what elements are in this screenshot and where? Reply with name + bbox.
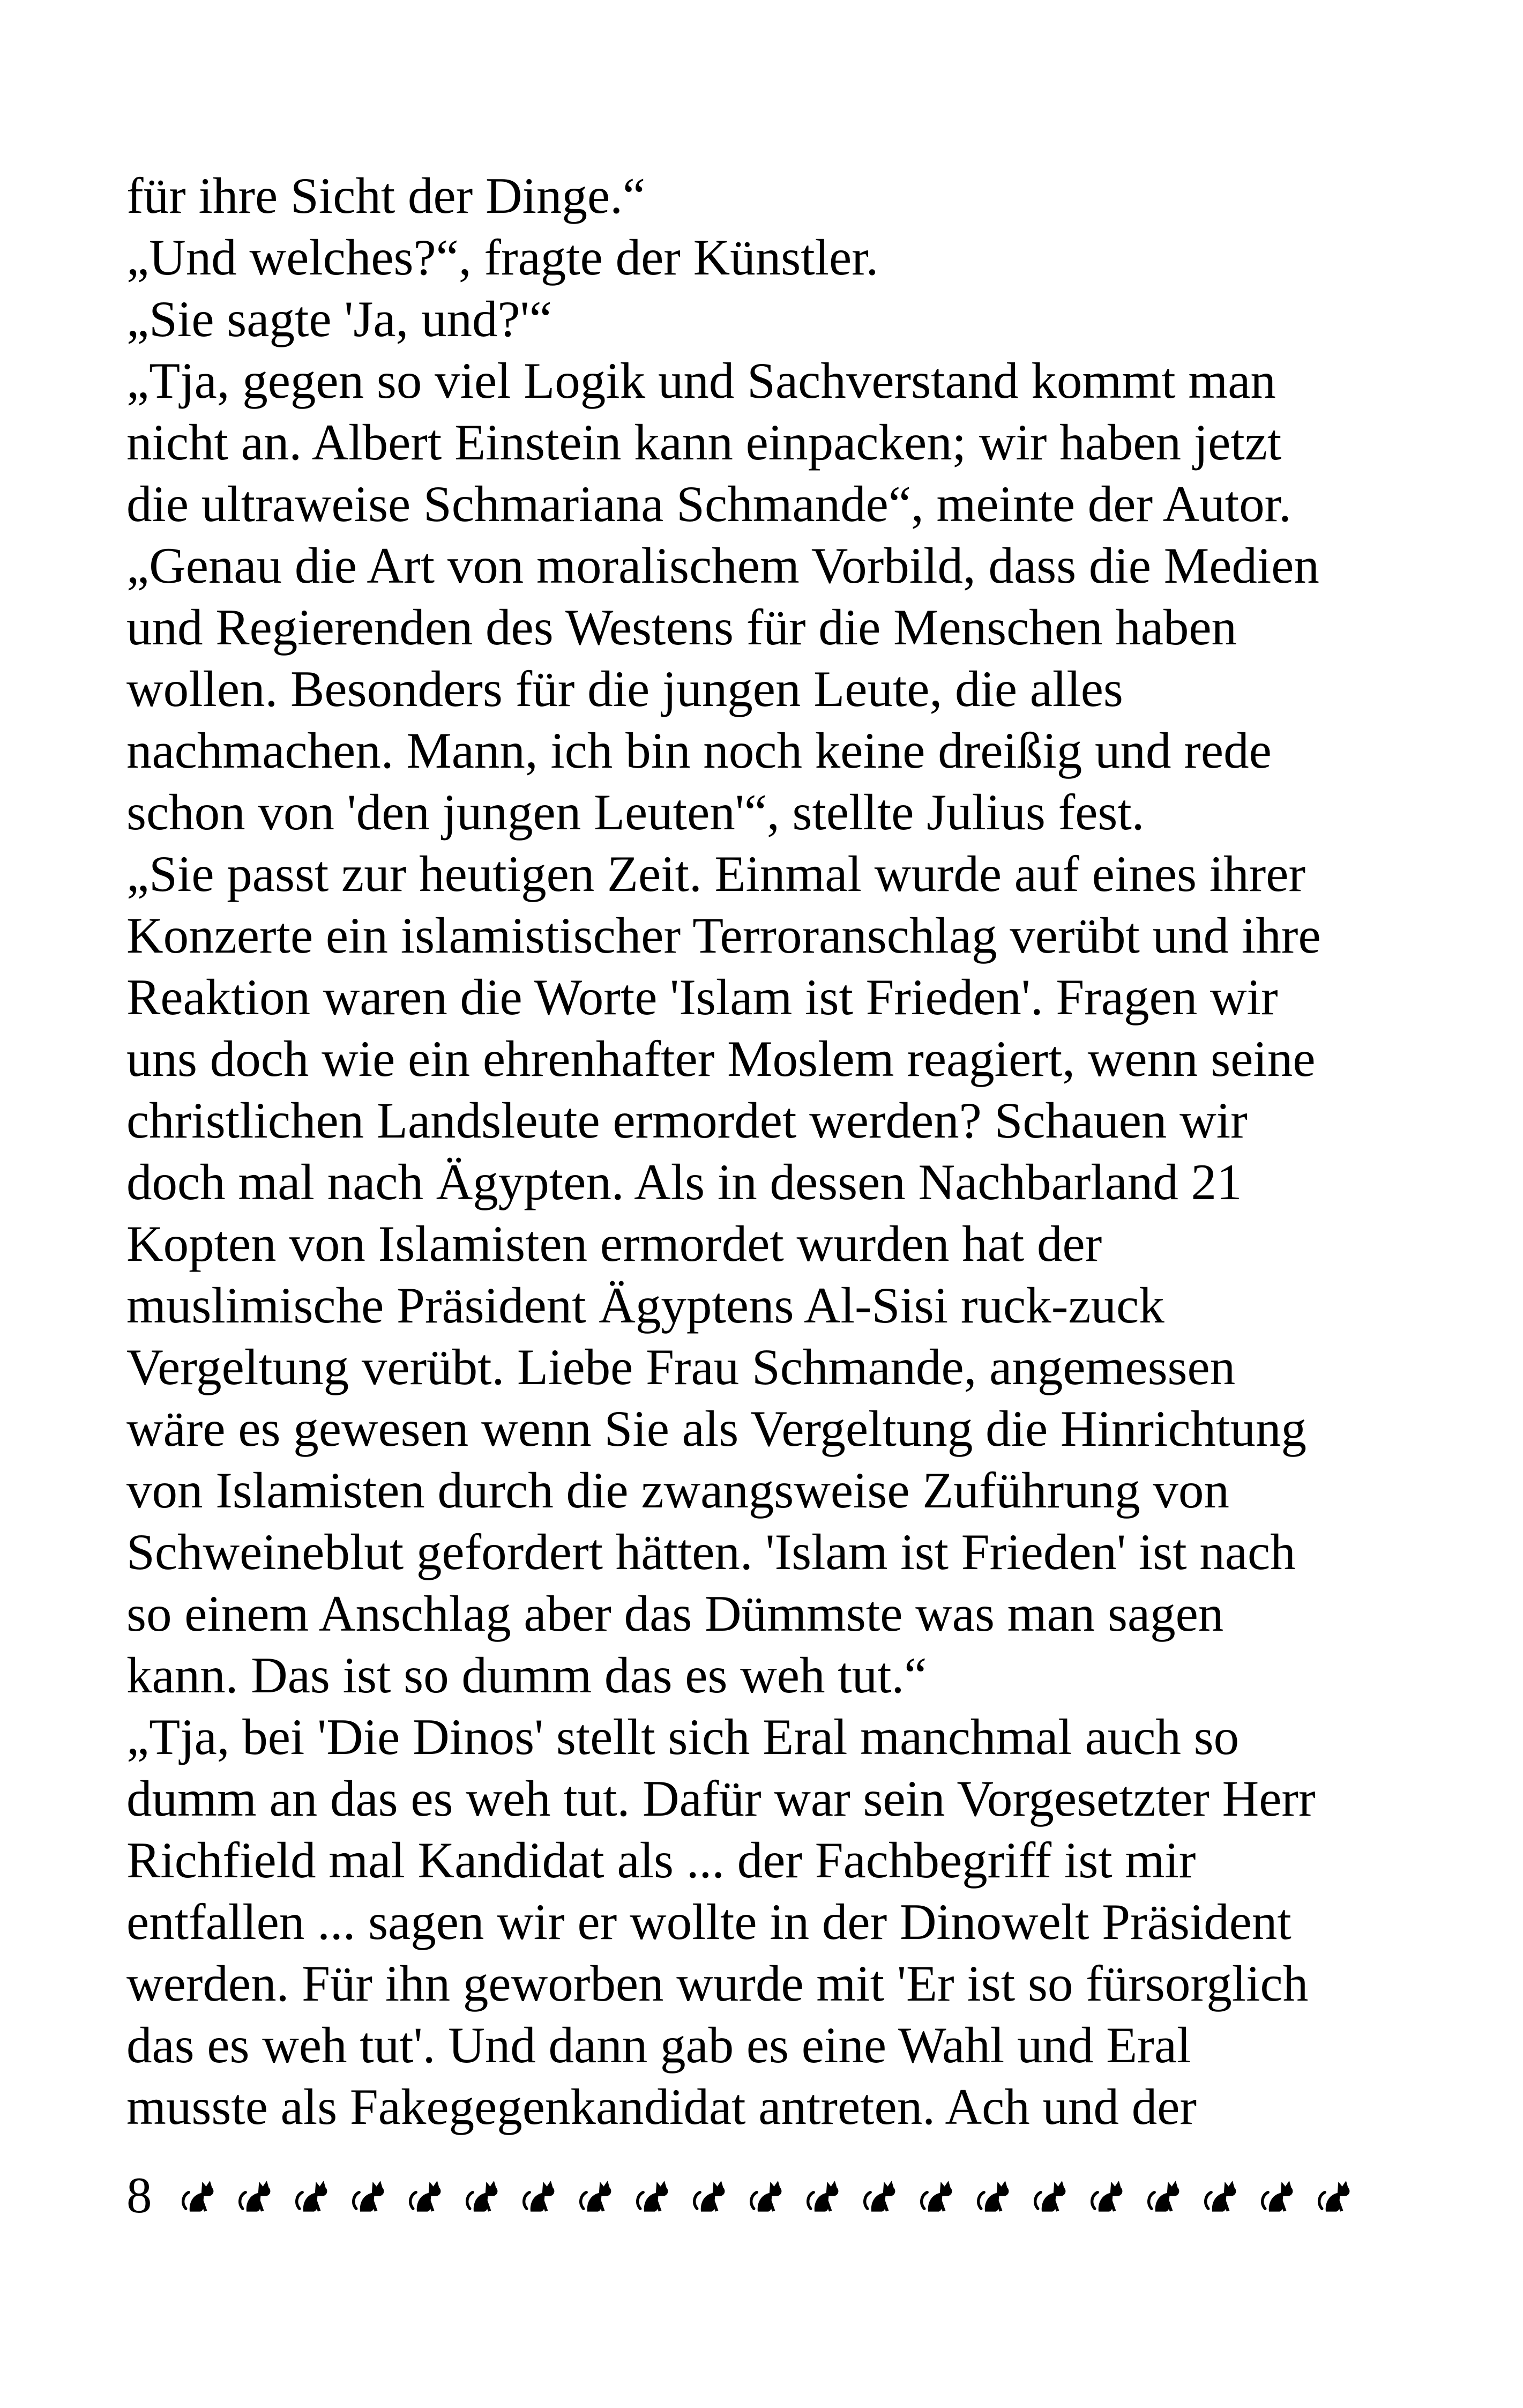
sitting-cat-icon — [1203, 2176, 1241, 2214]
text-line: christlichen Landsleute ermordet werden? Schauen wir — [126, 1092, 1248, 1149]
sitting-cat-icon — [521, 2176, 559, 2214]
body-text — [126, 165, 1434, 2138]
text-line: kann. Das ist so dumm das es weh tut.“ — [126, 1647, 927, 1704]
text-line: so einem Anschlag aber das Dümmste was man sagen — [126, 1585, 1224, 1642]
text-line: „Und welches?“, fragte der Künstler. — [126, 229, 879, 286]
text-line: wäre es gewesen wenn Sie als Vergeltung die Hinrichtung — [126, 1400, 1307, 1457]
sitting-cat-icon — [464, 2176, 503, 2214]
text-line: Konzerte ein islamistischer Terroranschlag verübt und ihre — [126, 907, 1321, 964]
sitting-cat-icon — [1259, 2176, 1298, 2214]
text-line: entfallen ... sagen wir er wollte in der Dinowelt Präsident — [126, 1893, 1291, 1950]
text-line: schon von 'den jungen Leuten'“, stellte Julius fest. — [126, 784, 1145, 841]
sitting-cat-icon — [407, 2176, 446, 2214]
text-line: nachmachen. Mann, ich bin noch keine dreißig und rede — [126, 722, 1272, 779]
text-line: dumm an das es weh tut. Dafür war sein Vorgesetzter Herr — [126, 1770, 1316, 1827]
sitting-cat-icon — [294, 2176, 332, 2214]
text-line: „Sie passt zur heutigen Zeit. Einmal wurde auf eines ihrer — [126, 845, 1306, 902]
text-line: und Regierenden des Westens für die Menschen haben — [126, 599, 1237, 656]
text-line: Vergeltung verübt. Liebe Frau Schmande, angemessen — [126, 1339, 1236, 1395]
text-line: „Genau die Art von moralischem Vorbild, dass die Medien — [126, 537, 1319, 594]
sitting-cat-icon — [350, 2176, 389, 2214]
sitting-cat-icon — [634, 2176, 673, 2214]
text-line: Kopten von Islamisten ermordet wurden hat der — [126, 1215, 1102, 1272]
text-line: wollen. Besonders für die jungen Leute, die alles — [126, 660, 1123, 717]
text-line: nicht an. Albert Einstein kann einpacken; wir haben jetzt — [126, 414, 1282, 471]
sitting-cat-icon — [578, 2176, 616, 2214]
sitting-cat-icon — [237, 2176, 275, 2214]
text-line: „Tja, bei 'Die Dinos' stellt sich Eral manchmal auch so — [126, 1708, 1240, 1765]
text-line: von Islamisten durch die zwangsweise Zuführung von — [126, 1462, 1229, 1519]
text-line: Reaktion waren die Worte 'Islam ist Frieden'. Fragen wir — [126, 969, 1278, 1025]
text-line: doch mal nach Ägypten. Als in dessen Nachbarland 21 — [126, 1154, 1242, 1210]
sitting-cat-icon — [1032, 2176, 1071, 2214]
sitting-cat-icon — [862, 2176, 900, 2214]
text-line: Richfield mal Kandidat als ... der Fachbegriff ist mir — [126, 1832, 1196, 1889]
sitting-cat-icon — [805, 2176, 843, 2214]
sitting-cat-icon — [1089, 2176, 1128, 2214]
text-line: musste als Fakegegenkandidat antreten. Ach und der — [126, 2078, 1197, 2135]
text-line: uns doch wie ein ehrenhafter Moslem reagiert, wenn seine — [126, 1030, 1316, 1087]
sitting-cat-icon — [919, 2176, 957, 2214]
sitting-cat-icon — [1316, 2176, 1355, 2214]
sitting-cat-icon — [691, 2176, 730, 2214]
page-footer — [126, 2166, 1355, 2225]
sitting-cat-icon — [975, 2176, 1014, 2214]
sitting-cat-icon — [748, 2176, 787, 2214]
text-line: „Tja, gegen so viel Logik und Sachverstand kommt man — [126, 352, 1276, 409]
text-line: für ihre Sicht der Dinge.“ — [126, 167, 646, 224]
text-line: werden. Für ihn geworben wurde mit 'Er ist so fürsorglich — [126, 1955, 1309, 2012]
text-line: die ultraweise Schmariana Schmande“, meinte der Autor. — [126, 475, 1291, 532]
text-line: „Sie sagte 'Ja, und?'“ — [126, 291, 552, 347]
page-number: 8 — [126, 2167, 152, 2224]
text-line: muslimische Präsident Ägyptens Al-Sisi ruck-zuck — [126, 1277, 1164, 1334]
sitting-cat-icon — [1146, 2176, 1184, 2214]
text-line: das es weh tut'. Und dann gab es eine Wahl und Eral — [126, 2017, 1191, 2073]
text-line: Schweineblut gefordert hätten. 'Islam ist Frieden' ist nach — [126, 1523, 1296, 1580]
sitting-cat-icon — [180, 2176, 219, 2214]
cat-ornament-row — [180, 2176, 1355, 2214]
